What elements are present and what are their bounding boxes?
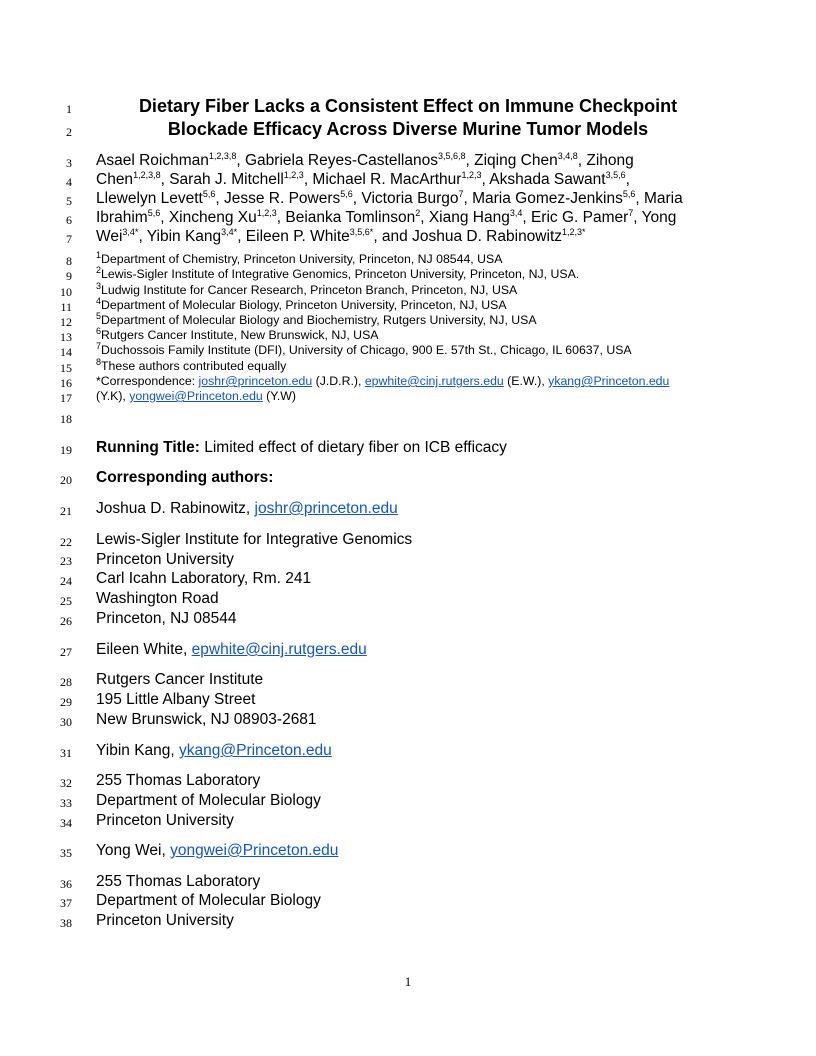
line-number: 30 <box>60 715 72 729</box>
paper-title-line-2: Blockade Efficacy Across Diverse Murine Tumor Models <box>167 119 649 139</box>
line-number: 16 <box>60 376 72 390</box>
address-line: Department of Molecular Biology <box>96 792 321 809</box>
correspondence-line <box>96 374 669 388</box>
contact-name: Yong Wei, <box>96 842 171 859</box>
affiliation-text: Department of Molecular Biology, Princeton University, Princeton, NJ, USA <box>101 298 507 312</box>
address-line: New Brunswick, NJ 08903-2681 <box>96 711 317 728</box>
line-number: 2 <box>66 125 72 139</box>
author-name: , Akshada Sawant <box>481 171 606 188</box>
line-number: 22 <box>60 535 72 549</box>
correspondence-initials: (E.W.), <box>503 374 549 388</box>
author-affiliation-sup: 3,5,6,8 <box>437 150 466 161</box>
affiliation-text: Department of Chemistry, Princeton University, Princeton, NJ 08544, USA <box>101 252 503 266</box>
author-name: , Yibin Kang <box>138 228 222 245</box>
line-number: 1 <box>66 102 72 116</box>
author-name: , Eileen P. White <box>237 228 350 245</box>
author-name: , Victoria Burgo <box>352 190 459 207</box>
email-link[interactable]: ykang@Princeton.edu <box>179 742 332 759</box>
author-affiliation-sup: 1,2,3 <box>461 169 482 180</box>
correspondence-initials: (Y.K), <box>96 389 130 403</box>
email-link[interactable]: epwhite@cinj.rutgers.edu <box>364 374 504 388</box>
author-name: , Michael R. MacArthur <box>303 171 462 188</box>
line-number: 7 <box>66 232 72 246</box>
author-affiliation-sup: 3,4* <box>221 226 238 237</box>
line-number: 29 <box>60 695 72 709</box>
address-line: Princeton University <box>96 812 234 829</box>
contact-name-line <box>96 842 338 860</box>
line-number: 11 <box>60 300 72 314</box>
author-affiliation-sup: 2 <box>415 207 421 218</box>
line-number: 25 <box>60 594 72 608</box>
affiliation-number: 3 <box>96 280 102 291</box>
line-number: 9 <box>66 269 72 283</box>
author-line <box>96 171 630 189</box>
address-line: 255 Thomas Laboratory <box>96 772 261 789</box>
author-affiliation-sup: 5,6 <box>622 188 636 199</box>
author-name: , Sarah J. Mitchell <box>160 171 284 188</box>
author-separator: , <box>625 171 630 188</box>
affiliation-text: Lewis-Sigler Institute of Integrative Genomics, Princeton University, Princeton, NJ, USA. <box>101 267 580 281</box>
line-number: 17 <box>60 391 72 405</box>
line-number: 20 <box>60 473 72 487</box>
author-line <box>96 228 586 246</box>
author-affiliation-sup: 3,4* <box>122 226 139 237</box>
line-number: 21 <box>60 504 72 518</box>
author-affiliation-sup: 5,6 <box>147 207 161 218</box>
line-number: 34 <box>60 816 72 830</box>
line-number: 3 <box>66 156 72 170</box>
line-number: 37 <box>60 896 72 910</box>
page-number: 1 <box>404 974 412 989</box>
affiliation-text: Duchossois Family Institute (DFI), University of Chicago, 900 E. 57th St., Chicago, IL 60637, USA <box>101 343 632 357</box>
contact-name-line <box>96 500 398 518</box>
author-name: Asael Roichman <box>96 152 209 169</box>
affiliation-number: 7 <box>96 340 102 351</box>
line-number: 38 <box>60 916 72 930</box>
affiliation <box>96 340 632 357</box>
affiliation <box>96 295 507 312</box>
author-name: , Xiang Hang <box>420 209 510 226</box>
line-number: 14 <box>60 345 72 359</box>
author-affiliation-sup: 5,6 <box>340 188 353 199</box>
affiliation <box>96 264 580 281</box>
affiliation-number: 1 <box>96 249 102 260</box>
affiliation-text: Department of Molecular Biology and Biochemistry, Rutgers University, NJ, USA <box>101 313 537 327</box>
line-number: 23 <box>60 554 72 568</box>
line-number: 35 <box>60 846 72 860</box>
affiliation-number: 6 <box>96 325 102 336</box>
author-name: Ibrahim <box>96 209 148 226</box>
line-number: 4 <box>66 175 72 189</box>
email-link[interactable]: yongwei@Princeton.edu <box>170 842 339 859</box>
line-number: 31 <box>60 746 72 760</box>
email-link[interactable]: joshr@princeton.edu <box>198 374 313 388</box>
author-name: , Maria <box>635 190 683 207</box>
address-line: 195 Little Albany Street <box>96 691 256 708</box>
author-name: Llewelyn Levett <box>96 190 203 207</box>
email-link[interactable]: yongwei@Princeton.edu <box>129 389 263 403</box>
author-affiliation-sup: 1,2,3* <box>562 226 586 237</box>
line-number: 27 <box>60 645 72 659</box>
author-name: Chen <box>96 171 134 188</box>
author-line <box>96 190 683 208</box>
author-line <box>96 209 676 227</box>
affiliation-text: These authors contributed equally <box>101 359 287 373</box>
author-name: , Zihong <box>577 152 634 169</box>
running-title-label: Running Title: <box>96 439 200 456</box>
author-affiliation-sup: 1,2,3 <box>256 207 277 218</box>
affiliation <box>96 356 287 373</box>
line-number: 13 <box>60 330 72 344</box>
corresponding-authors-heading: Corresponding authors: <box>96 469 274 486</box>
author-affiliation-sup: 7 <box>628 207 634 218</box>
affiliation-text: Ludwig Institute for Cancer Research, Princeton Branch, Princeton, NJ, USA <box>101 283 518 297</box>
author-name: , Gabriela Reyes-Castellanos <box>236 152 438 169</box>
line-number: 26 <box>60 614 72 628</box>
author-name: , Eric G. Pamer <box>522 209 629 226</box>
author-name: , Jesse R. Powers <box>215 190 341 207</box>
author-affiliation-sup: 5,6 <box>202 188 216 199</box>
line-number: 18 <box>60 412 72 426</box>
address-line: Princeton University <box>96 912 234 929</box>
address-line: Washington Road <box>96 590 219 607</box>
author-affiliation-sup: 1,2,3,8 <box>208 150 237 161</box>
affiliation <box>96 249 503 266</box>
running-title-text: Limited effect of dietary fiber on ICB efficacy <box>199 439 507 456</box>
contact-name: Eileen White, <box>96 641 192 658</box>
address-line: Carl Icahn Laboratory, Rm. 241 <box>96 570 312 587</box>
correspondence-line <box>96 389 296 403</box>
contact-name-line <box>96 742 332 760</box>
email-link[interactable]: ykang@Princeton.edu <box>548 374 670 388</box>
affiliation <box>96 280 518 297</box>
affiliation-number: 8 <box>96 356 102 367</box>
author-affiliation-sup: 3,4,8 <box>557 150 578 161</box>
line-number: 24 <box>60 574 72 588</box>
address-line: Princeton, NJ 08544 <box>96 610 237 627</box>
line-number: 28 <box>60 675 72 689</box>
line-number: 32 <box>60 776 72 790</box>
address-line: Rutgers Cancer Institute <box>96 671 264 688</box>
author-affiliation-sup: 3,5,6 <box>605 169 626 180</box>
correspondence-label: *Correspondence: <box>96 374 199 388</box>
email-link[interactable]: joshr@princeton.edu <box>254 500 398 517</box>
line-number: 5 <box>66 194 72 208</box>
affiliation-number: 4 <box>96 295 102 306</box>
line-number: 8 <box>66 254 72 268</box>
author-name: Wei <box>96 228 123 245</box>
running-title <box>96 439 507 457</box>
author-line <box>96 152 634 170</box>
affiliation-number: 2 <box>96 264 102 275</box>
author-name: , Maria Gomez-Jenkins <box>463 190 623 207</box>
author-affiliation-sup: 3,4 <box>509 207 523 218</box>
contact-name-line <box>96 641 367 659</box>
affiliation-text: Rutgers Cancer Institute, New Brunswick, NJ, USA <box>101 328 379 342</box>
affiliation <box>96 310 537 327</box>
address-line: Department of Molecular Biology <box>96 892 321 909</box>
author-name: , Beianka Tomlinson <box>276 209 416 226</box>
author-name: , Yong <box>633 209 677 226</box>
affiliation-number: 5 <box>96 310 102 321</box>
affiliation <box>96 325 379 342</box>
contact-name: Yibin Kang, <box>96 742 180 759</box>
line-number: 33 <box>60 796 72 810</box>
line-number: 10 <box>60 285 72 299</box>
author-name: , and Joshua D. Rabinowitz <box>373 228 562 245</box>
author-affiliation-sup: 3,5,6* <box>349 226 374 237</box>
correspondence-initials: (Y.W) <box>262 389 296 403</box>
address-line: Lewis-Sigler Institute for Integrative Genomics <box>96 531 413 548</box>
contact-name: Joshua D. Rabinowitz, <box>96 500 255 517</box>
address-line: 255 Thomas Laboratory <box>96 873 261 890</box>
line-number: 12 <box>60 315 72 329</box>
correspondence-initials: (J.D.R.), <box>312 374 365 388</box>
author-affiliation-sup: 7 <box>458 188 464 199</box>
line-number: 19 <box>60 443 72 457</box>
address-line: Princeton University <box>96 551 234 568</box>
line-number: 15 <box>60 361 72 375</box>
author-name: , Ziqing Chen <box>465 152 558 169</box>
author-affiliation-sup: 1,2,3 <box>283 169 304 180</box>
paper-title-line-1: Dietary Fiber Lacks a Consistent Effect on Immune Checkpoint <box>138 96 678 116</box>
author-name: , Xincheng Xu <box>160 209 257 226</box>
line-number: 6 <box>66 213 72 227</box>
email-link[interactable]: epwhite@cinj.rutgers.edu <box>191 641 367 658</box>
line-number: 36 <box>60 877 72 891</box>
author-affiliation-sup: 1,2,3,8 <box>133 169 161 180</box>
